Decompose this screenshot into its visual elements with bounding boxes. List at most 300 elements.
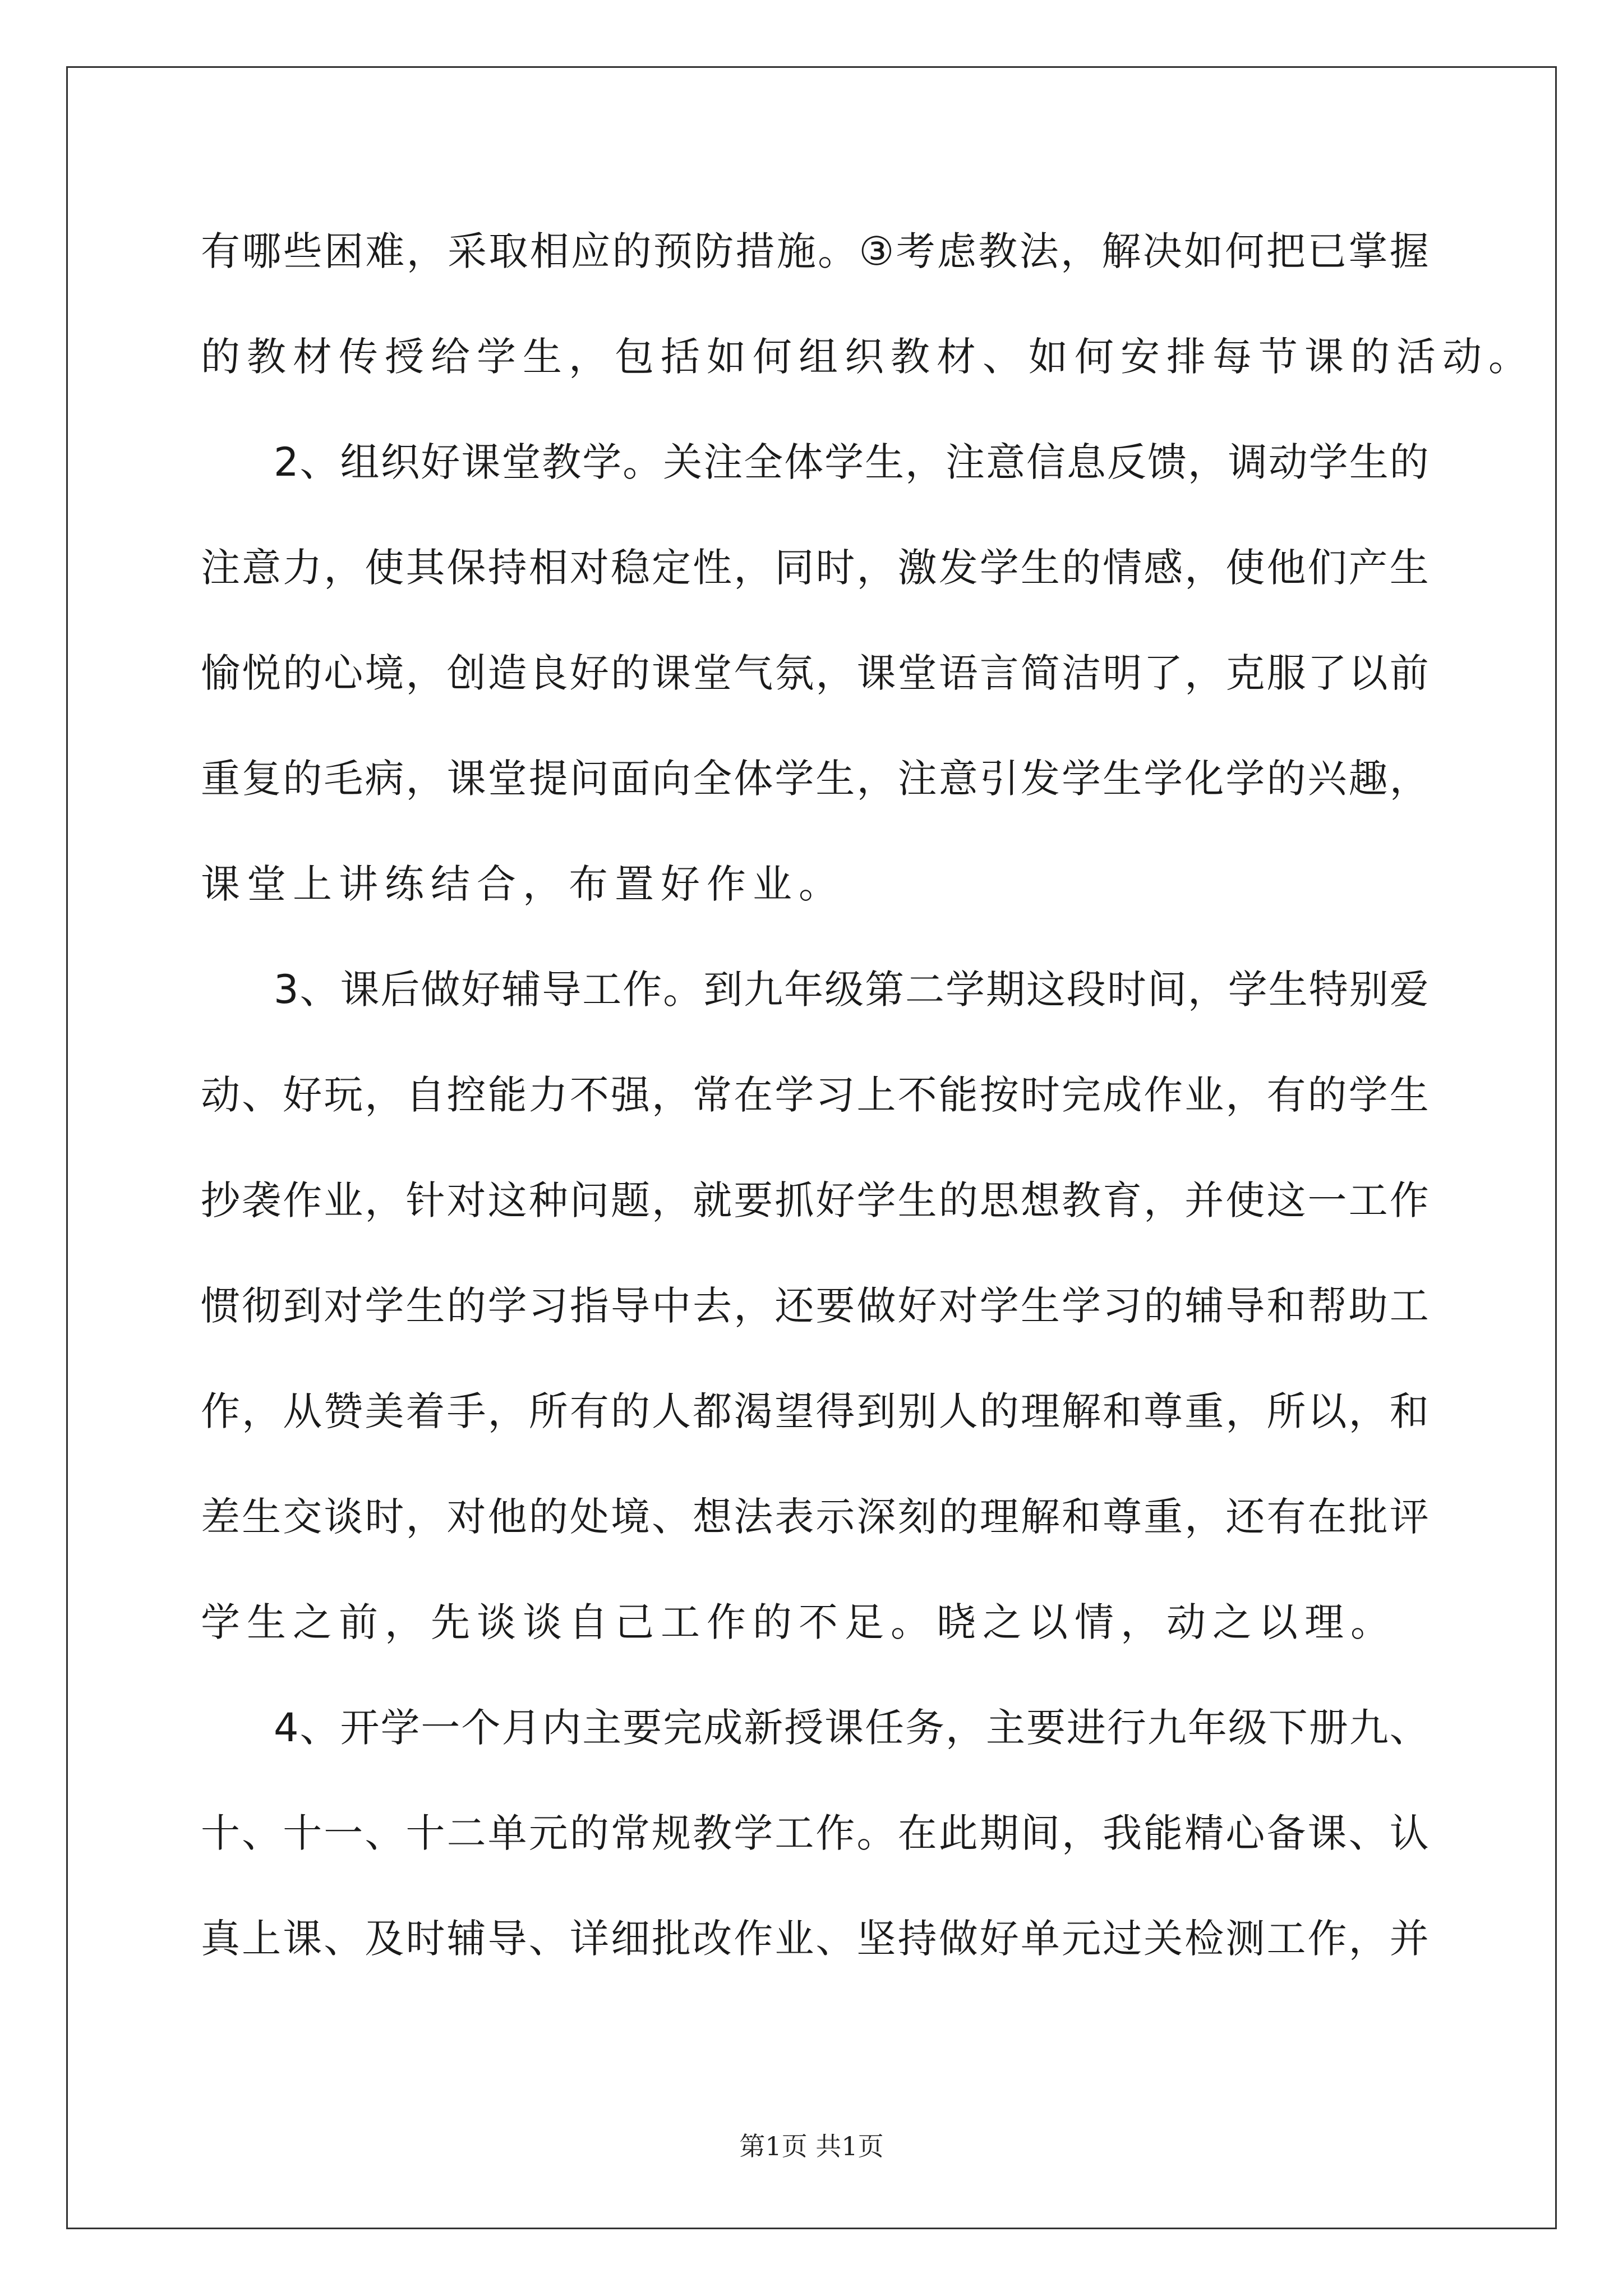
text-char: 排 [1166, 334, 1212, 380]
text-char: 级 [1228, 1705, 1267, 1751]
text-char: 不 [569, 1072, 609, 1118]
text-char: 对 [446, 1494, 486, 1540]
text-char: 的 [1389, 439, 1429, 485]
text-char: 九 [1349, 1705, 1389, 1751]
text-char: 些 [283, 228, 322, 274]
text-char: 法 [734, 1494, 773, 1540]
text-char: 的 [1061, 545, 1101, 591]
text-char: 安 [1121, 334, 1166, 380]
text-char: 的 [446, 1283, 486, 1329]
text-char: 传 [339, 334, 385, 380]
text-char: 决 [1142, 228, 1182, 274]
text-char: 、 [299, 439, 339, 485]
text-char: 他 [1266, 545, 1306, 591]
text-char: 批 [1348, 1494, 1388, 1540]
text-line [201, 323, 1534, 429]
text-char: 差 [201, 1494, 240, 1540]
text-line [201, 1378, 1429, 1483]
text-char: ， [734, 545, 773, 591]
text-char: 理 [979, 1494, 1019, 1540]
text-char: 彻 [242, 1283, 282, 1329]
text-char: 玩 [324, 1072, 363, 1118]
text-char: 工 [1266, 1916, 1306, 1962]
text-char: 注 [201, 545, 240, 591]
text-char: 感 [1144, 545, 1183, 591]
text-char: 业 [324, 1177, 363, 1223]
text-char: 情 [1103, 545, 1142, 591]
text-char: 握 [1389, 228, 1429, 274]
text-char: 。 [1350, 1599, 1396, 1645]
text-char: 完 [1061, 1072, 1101, 1118]
text-char: 学 [774, 1072, 814, 1118]
text-char: 好 [569, 650, 609, 696]
text-char: 前 [1389, 650, 1429, 696]
text-char: 的 [612, 228, 652, 274]
text-char: ， [385, 1599, 431, 1645]
text-char: 指 [569, 1283, 609, 1329]
text-char: 、 [983, 334, 1029, 380]
text-char: 育 [1103, 1177, 1142, 1223]
text-char: 个 [461, 1705, 501, 1751]
text-char: 、 [365, 1810, 404, 1856]
text-char: 学 [856, 1177, 896, 1223]
text-char: 爱 [1389, 967, 1429, 1013]
text-char: 好 [979, 1916, 1019, 1962]
text-char: 好 [815, 1177, 855, 1223]
text-char: 问 [569, 1177, 609, 1223]
text-char: 学 [365, 1283, 404, 1329]
text-char: 到 [856, 1388, 896, 1434]
text-char: 月 [501, 1705, 541, 1751]
text-char: 常 [693, 1072, 732, 1118]
text-char: 内 [542, 1705, 582, 1751]
text-char: 重 [1144, 1494, 1183, 1540]
text-line [201, 1589, 1429, 1694]
text-char: 题 [610, 1177, 650, 1223]
text-char: 惯 [201, 1283, 240, 1329]
text-char: 气 [734, 650, 773, 696]
text-char: 习 [528, 1283, 568, 1329]
text-char: 谈 [324, 1494, 363, 1540]
text-char: 全 [693, 756, 732, 802]
text-char: 发 [1020, 756, 1060, 802]
text-char: 生 [815, 756, 855, 802]
text-char: 期 [985, 967, 1025, 1013]
text-char: 趣 [1348, 756, 1388, 802]
text-char: 关 [663, 439, 703, 485]
text-char: ， [856, 545, 896, 591]
text-char: 及 [365, 1916, 404, 1962]
text-char: 级 [824, 967, 864, 1013]
text-char: 就 [693, 1177, 732, 1223]
text-char: 完 [663, 1705, 703, 1751]
text-char: 以 [1029, 1599, 1075, 1645]
text-char: 要 [623, 1705, 662, 1751]
text-char: 的 [610, 1388, 650, 1434]
text-char: 上 [293, 861, 339, 907]
text-char: 定 [652, 545, 691, 591]
text-char: 言 [979, 650, 1019, 696]
text-char: 工 [774, 1810, 814, 1856]
text-char: 动 [1166, 1599, 1212, 1645]
text-char: 学 [946, 967, 985, 1013]
text-char: 谈 [477, 1599, 523, 1645]
text-char: ， [734, 1283, 773, 1329]
text-char: 学 [1061, 1283, 1101, 1329]
text-char: 、 [528, 1916, 568, 1962]
text-char: 业 [774, 1916, 814, 1962]
text-char: 作 [283, 1177, 322, 1223]
text-char: 法 [1019, 228, 1059, 274]
text-char: 自 [569, 1599, 615, 1645]
text-char: 何 [753, 334, 799, 380]
text-char: 备 [1266, 1810, 1306, 1856]
text-line [201, 1061, 1429, 1167]
text-char: 稳 [610, 545, 650, 591]
text-char: ， [405, 756, 445, 802]
text-char: 十 [405, 1810, 445, 1856]
text-char: 每 [1212, 334, 1258, 380]
text-char: 相 [529, 228, 569, 274]
text-char: 好 [283, 1072, 322, 1118]
text-char: 学 [477, 334, 523, 380]
text-char: 上 [242, 1916, 282, 1962]
text-char: 学 [1348, 1072, 1388, 1118]
text-char: 注 [703, 439, 743, 485]
text-char: 学 [582, 439, 622, 485]
text-char: 检 [1184, 1916, 1224, 1962]
text-char: 注 [946, 439, 985, 485]
text-char: 重 [1184, 1388, 1224, 1434]
text-char: 第 [865, 967, 905, 1013]
text-char: 布 [569, 861, 615, 907]
text-char: 材 [293, 334, 339, 380]
text-char: 提 [528, 756, 568, 802]
text-char: 取 [488, 228, 528, 274]
text-char: 、 [1348, 1810, 1388, 1856]
text-char: 愉 [201, 650, 240, 696]
text-char: 和 [1389, 1388, 1429, 1434]
text-char: 足 [845, 1599, 891, 1645]
text-char: 习 [815, 1072, 855, 1118]
text-char: 生 [1389, 545, 1429, 591]
text-char: 引 [979, 756, 1019, 802]
text-char: 业 [1184, 1072, 1224, 1118]
text-char: 交 [283, 1494, 322, 1540]
text-char: 导 [542, 967, 582, 1013]
text-char: 生 [242, 1494, 282, 1540]
text-char: 施 [776, 228, 816, 274]
text-char: 理 [1020, 1388, 1060, 1434]
text-char: 精 [1184, 1810, 1224, 1856]
text-char: ， [365, 1177, 404, 1223]
text-char: 主 [985, 1705, 1025, 1751]
text-char: 困 [324, 228, 364, 274]
text-char: 生 [1020, 545, 1060, 591]
text-char: 作 [707, 1599, 753, 1645]
text-char: ， [1144, 1177, 1183, 1223]
text-char: 良 [528, 650, 568, 696]
text-char: 着 [405, 1388, 445, 1434]
text-char: 想 [1020, 1177, 1060, 1223]
text-char: 的 [1144, 1283, 1183, 1329]
text-char: 从 [283, 1388, 322, 1434]
text-char: 息 [1066, 439, 1106, 485]
text-char: 教 [891, 334, 937, 380]
text-char: 示 [815, 1494, 855, 1540]
text-char: 细 [610, 1916, 650, 1962]
text-char: 九 [1147, 1705, 1187, 1751]
text-char: 这 [1266, 1177, 1306, 1223]
text-char: ， [1184, 1494, 1224, 1540]
text-char: 掌 [1348, 228, 1388, 274]
text-char: ， [406, 228, 446, 274]
text-char: 九 [744, 967, 783, 1013]
text-char: 一 [1307, 1177, 1347, 1223]
text-line [201, 1272, 1429, 1378]
text-char: 开 [340, 1705, 380, 1751]
text-char: 包 [615, 334, 661, 380]
text-char: ， [487, 1388, 527, 1434]
text-char: 以 [1307, 1388, 1347, 1434]
text-char: 2 [274, 439, 299, 485]
text-char: 调 [1228, 439, 1267, 485]
text-char: 一 [421, 1705, 460, 1751]
text-char: 常 [610, 1810, 650, 1856]
text-char: 堂 [487, 756, 527, 802]
text-char: 做 [938, 1916, 978, 1962]
text-char: 导 [487, 1916, 527, 1962]
text-char: 段 [1066, 967, 1106, 1013]
text-char: 去 [693, 1283, 732, 1329]
text-char: 学 [380, 1705, 420, 1751]
text-char: 和 [1061, 1494, 1101, 1540]
text-char: 思 [979, 1177, 1019, 1223]
text-char: 持 [487, 545, 527, 591]
text-char: 工 [1389, 1283, 1429, 1329]
text-char: 他 [487, 1494, 527, 1540]
text-char: 生 [1020, 1283, 1060, 1329]
text-char: 造 [487, 650, 527, 696]
text-char: 何 [1225, 228, 1265, 274]
text-char: 心 [324, 650, 363, 696]
text-char: 面 [610, 756, 650, 802]
text-char: 控 [446, 1072, 486, 1118]
text-char: 的 [610, 650, 650, 696]
text-char: 堂 [693, 650, 732, 696]
text-char: 反 [1106, 439, 1146, 485]
text-char: 4 [274, 1705, 299, 1751]
text-char: 。 [891, 1599, 937, 1645]
text-char: 之 [293, 1599, 339, 1645]
text-char: 坚 [856, 1916, 896, 1962]
text-char: 到 [283, 1283, 322, 1329]
text-char: 生 [897, 1177, 937, 1223]
text-char: 3 [274, 967, 299, 1013]
text-char: 学 [979, 545, 1019, 591]
text-char: 防 [694, 228, 734, 274]
text-line [201, 429, 1429, 534]
text-char: 工 [1348, 1177, 1388, 1223]
text-char: 生 [247, 1599, 293, 1645]
text-char: 课 [283, 1916, 322, 1962]
text-char: 的 [1350, 334, 1396, 380]
text-char: 的 [283, 650, 322, 696]
text-char: 下 [1268, 1705, 1308, 1751]
text-char: 好 [661, 861, 707, 907]
text-char: 授 [784, 1705, 824, 1751]
text-char: 生 [1389, 1072, 1429, 1118]
text-char: 人 [652, 1388, 691, 1434]
text-char: 手 [446, 1388, 486, 1434]
text-char: ， [523, 861, 569, 907]
text-char: 的 [938, 1177, 978, 1223]
text-char: 之 [983, 1599, 1029, 1645]
text-char: 望 [774, 1388, 814, 1434]
text-char: ， [1184, 545, 1224, 591]
text-char: 生 [1268, 967, 1308, 1013]
text-char: 不 [799, 1599, 845, 1645]
text-char: 作 [1307, 1916, 1347, 1962]
text-char: 、 [299, 1705, 339, 1751]
text-char: 悦 [242, 650, 282, 696]
text-char: 、 [652, 1494, 691, 1540]
text-char: 进 [1066, 1705, 1106, 1751]
text-char: 氛 [774, 650, 814, 696]
text-char: 给 [431, 334, 477, 380]
text-char: 、 [299, 967, 339, 1013]
text-char: 人 [938, 1388, 978, 1434]
text-char: 解 [1101, 228, 1141, 274]
text-char: 。 [623, 439, 662, 485]
text-char: 和 [1103, 1388, 1142, 1434]
text-char: 想 [693, 1494, 732, 1540]
text-char: 解 [1020, 1494, 1060, 1540]
text-char: ， [569, 334, 615, 380]
text-char: 考 [896, 228, 935, 274]
text-char: 动 [201, 1072, 240, 1118]
text-char: 应 [571, 228, 611, 274]
text-char: 生 [523, 334, 569, 380]
text-char: 病 [365, 756, 404, 802]
text-char: 练 [385, 861, 431, 907]
text-char: 册 [1308, 1705, 1348, 1751]
text-char: 有 [1266, 1494, 1306, 1540]
text-char: 改 [693, 1916, 732, 1962]
text-char: 作 [201, 1388, 240, 1434]
text-char: 抄 [201, 1177, 240, 1223]
text-char: 的 [1266, 756, 1306, 802]
text-char: 作 [707, 861, 753, 907]
text-char: 抓 [774, 1177, 814, 1223]
text-char: 组 [799, 334, 845, 380]
text-char: 明 [1103, 650, 1142, 696]
text-char: 并 [1389, 1916, 1429, 1962]
text-char: 产 [1348, 545, 1388, 591]
text-char: 体 [734, 756, 773, 802]
text-char: 教 [693, 1810, 732, 1856]
text-char: 尊 [1144, 1388, 1183, 1434]
text-char: 学 [734, 1810, 773, 1856]
text-char: 单 [1020, 1916, 1060, 1962]
text-char: 发 [938, 545, 978, 591]
text-char: 已 [1307, 228, 1347, 274]
text-char: 堂 [501, 439, 541, 485]
text-char: 课 [340, 967, 380, 1013]
text-char: 还 [1225, 1494, 1265, 1540]
text-char: 我 [1103, 1810, 1142, 1856]
text-char: 辅 [446, 1916, 486, 1962]
text-char: 所 [1266, 1388, 1306, 1434]
text-char: 使 [1225, 545, 1265, 591]
text-char: 在 [1307, 1494, 1347, 1540]
text-char: 得 [815, 1388, 855, 1434]
text-char: 到 [703, 967, 743, 1013]
text-char: 新 [744, 1705, 783, 1751]
text-char: 力 [283, 545, 322, 591]
text-char: 复 [242, 756, 282, 802]
text-char: 十 [201, 1810, 240, 1856]
text-char: 助 [1348, 1283, 1388, 1329]
text-char: 课 [461, 439, 501, 485]
text-char: 时 [1106, 967, 1146, 1013]
text-char: 教 [542, 439, 582, 485]
text-char: 以 [1348, 650, 1388, 696]
text-char: 间 [1020, 1810, 1060, 1856]
text-char: 和 [1266, 1283, 1306, 1329]
text-char: ③ [859, 228, 895, 274]
text-char: 置 [615, 861, 661, 907]
text-char: 中 [652, 1283, 691, 1329]
text-char: 毛 [324, 756, 363, 802]
text-char: ， [324, 545, 363, 591]
text-char: 能 [938, 1072, 978, 1118]
text-char: 这 [487, 1177, 527, 1223]
text-char: 评 [1389, 1494, 1429, 1540]
text-char: ， [652, 1072, 691, 1118]
text-char: 表 [774, 1494, 814, 1540]
text-char: 行 [1106, 1705, 1146, 1751]
text-char: ， [1225, 1072, 1265, 1118]
text-char: 简 [1020, 650, 1060, 696]
text-char: 袭 [242, 1177, 282, 1223]
text-char: 刻 [897, 1494, 937, 1540]
text-char: 生 [865, 439, 905, 485]
text-char: 自 [405, 1072, 445, 1118]
text-char: 洁 [1061, 650, 1101, 696]
text-char: 了 [1307, 650, 1347, 696]
text-char: 详 [569, 1916, 609, 1962]
text-char: 元 [528, 1810, 568, 1856]
text-char: 了 [1144, 650, 1183, 696]
text-char: 好 [421, 439, 460, 485]
text-char: 时 [405, 1916, 445, 1962]
text-char: 性 [693, 545, 732, 591]
text-char: 要 [815, 1283, 855, 1329]
text-line [201, 1905, 1429, 2010]
text-char: 好 [897, 1283, 937, 1329]
text-char: ， [1225, 1388, 1265, 1434]
text-char: 不 [897, 1072, 937, 1118]
text-char: 虑 [937, 228, 976, 274]
text-char: 二 [446, 1810, 486, 1856]
text-char: 堂 [897, 650, 937, 696]
text-char: 的 [528, 1494, 568, 1540]
text-char: 晓 [937, 1599, 983, 1645]
text-char: 十 [283, 1810, 322, 1856]
text-char: 情 [1075, 1599, 1121, 1645]
text-char: ， [1184, 650, 1224, 696]
